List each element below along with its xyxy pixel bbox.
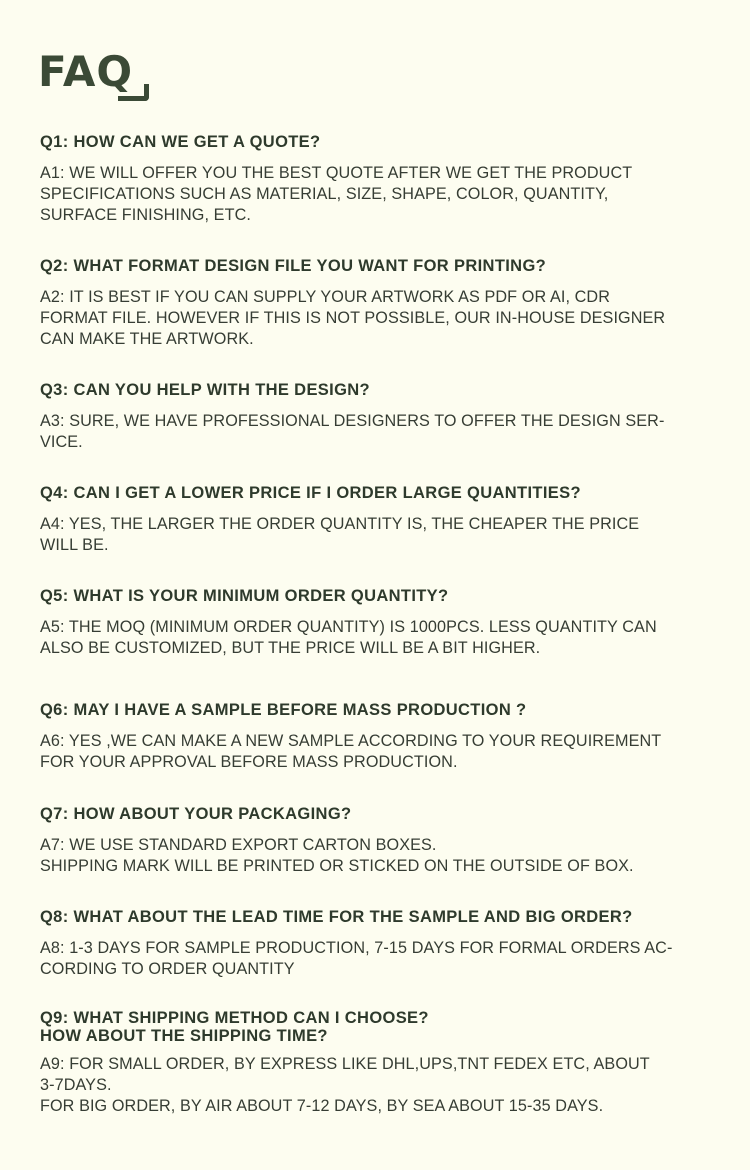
faq-item-6: [40, 701, 712, 773]
question-line: Q7: HOW ABOUT YOUR PACKAGING?: [40, 805, 352, 823]
title-q-tail-decoration: [118, 84, 149, 101]
answer-line: VICE.: [40, 433, 83, 451]
answer-line: SPECIFICATIONS SUCH AS MATERIAL, SIZE, SHAPE, COLOR, QUANTITY,: [40, 185, 609, 203]
faq-answer: [40, 163, 712, 226]
faq-item-7: [40, 805, 712, 877]
answer-line: CAN MAKE THE ARTWORK.: [40, 330, 254, 348]
faq-item-2: [40, 257, 712, 350]
answer-line: WILL BE.: [40, 536, 109, 554]
question-line: Q5: WHAT IS YOUR MINIMUM ORDER QUANTITY?: [40, 587, 449, 605]
faq-question: [40, 257, 712, 275]
faq-item-5: [40, 587, 712, 659]
answer-line: CORDING TO ORDER QUANTITY: [40, 960, 295, 978]
question-line: Q3: CAN YOU HELP WITH THE DESIGN?: [40, 381, 370, 399]
question-line: Q6: MAY I HAVE A SAMPLE BEFORE MASS PRODUCTION ?: [40, 701, 527, 719]
question-line: Q2: WHAT FORMAT DESIGN FILE YOU WANT FOR PRINTING?: [40, 257, 547, 275]
faq-answer: [40, 617, 712, 659]
answer-line: A1: WE WILL OFFER YOU THE BEST QUOTE AFTER WE GET THE PRODUCT: [40, 164, 633, 182]
faq-question: [40, 701, 712, 719]
answer-line: A7: WE USE STANDARD EXPORT CARTON BOXES.: [40, 836, 437, 854]
faq-item-4: [40, 484, 712, 556]
answer-line: A8: 1-3 DAYS FOR SAMPLE PRODUCTION, 7-15 DAYS FOR FORMAL ORDERS AC-: [40, 939, 673, 957]
faq-question: [40, 381, 712, 399]
faq-answer: [40, 411, 712, 453]
faq-question: [40, 484, 712, 502]
faq-item-3: [40, 381, 712, 453]
faq-answer: [40, 938, 712, 980]
question-line: Q8: WHAT ABOUT THE LEAD TIME FOR THE SAMPLE AND BIG ORDER?: [40, 908, 633, 926]
question-line: Q1: HOW CAN WE GET A QUOTE?: [40, 133, 321, 151]
faq-question: [40, 805, 712, 823]
faq-question: [40, 908, 712, 926]
answer-line: ALSO BE CUSTOMIZED, BUT THE PRICE WILL BE A BIT HIGHER.: [40, 639, 541, 657]
answer-line: A4: YES, THE LARGER THE ORDER QUANTITY IS, THE CHEAPER THE PRICE: [40, 515, 640, 533]
answer-line: A6: YES ,WE CAN MAKE A NEW SAMPLE ACCORDING TO YOUR REQUIREMENT: [40, 732, 662, 750]
answer-line: A2: IT IS BEST IF YOU CAN SUPPLY YOUR ARTWORK AS PDF OR AI, CDR: [40, 288, 611, 306]
faq-answer: [40, 835, 712, 877]
answer-line: SHIPPING MARK WILL BE PRINTED OR STICKED ON THE OUTSIDE OF BOX.: [40, 857, 634, 875]
faq-answer: [40, 731, 712, 773]
answer-line: 3-7DAYS.: [40, 1076, 112, 1094]
faq-question: [40, 587, 712, 605]
question-line: Q4: CAN I GET A LOWER PRICE IF I ORDER LARGE QUANTITIES?: [40, 484, 581, 502]
answer-line: SURFACE FINISHING, ETC.: [40, 206, 251, 224]
faq-item-8: [40, 908, 712, 980]
question-line: Q9: WHAT SHIPPING METHOD CAN I CHOOSE?: [40, 1009, 429, 1027]
faq-answer: [40, 287, 712, 350]
faq-question: [40, 1009, 712, 1045]
answer-line: A9: FOR SMALL ORDER, BY EXPRESS LIKE DHL,UPS,TNT FEDEX ETC, ABOUT: [40, 1055, 650, 1073]
faq-item-9: [40, 1009, 712, 1117]
answer-line: A3: SURE, WE HAVE PROFESSIONAL DESIGNERS TO OFFER THE DESIGN SER-: [40, 412, 665, 430]
answer-line: FORMAT FILE. HOWEVER IF THIS IS NOT POSSIBLE, OUR IN-HOUSE DESIGNER: [40, 309, 666, 327]
answer-line: FOR BIG ORDER, BY AIR ABOUT 7-12 DAYS, BY SEA ABOUT 15-35 DAYS.: [40, 1097, 604, 1115]
answer-line: FOR YOUR APPROVAL BEFORE MASS PRODUCTION.: [40, 753, 458, 771]
faq-answer: [40, 1054, 712, 1117]
page-title: FAQ: [38, 47, 134, 96]
faq-answer: [40, 514, 712, 556]
faq-question: [40, 133, 712, 151]
answer-line: A5: THE MOQ (MINIMUM ORDER QUANTITY) IS 1000PCS. LESS QUANTITY CAN: [40, 618, 657, 636]
faq-item-1: [40, 133, 712, 226]
question-line: HOW ABOUT THE SHIPPING TIME?: [40, 1027, 328, 1045]
